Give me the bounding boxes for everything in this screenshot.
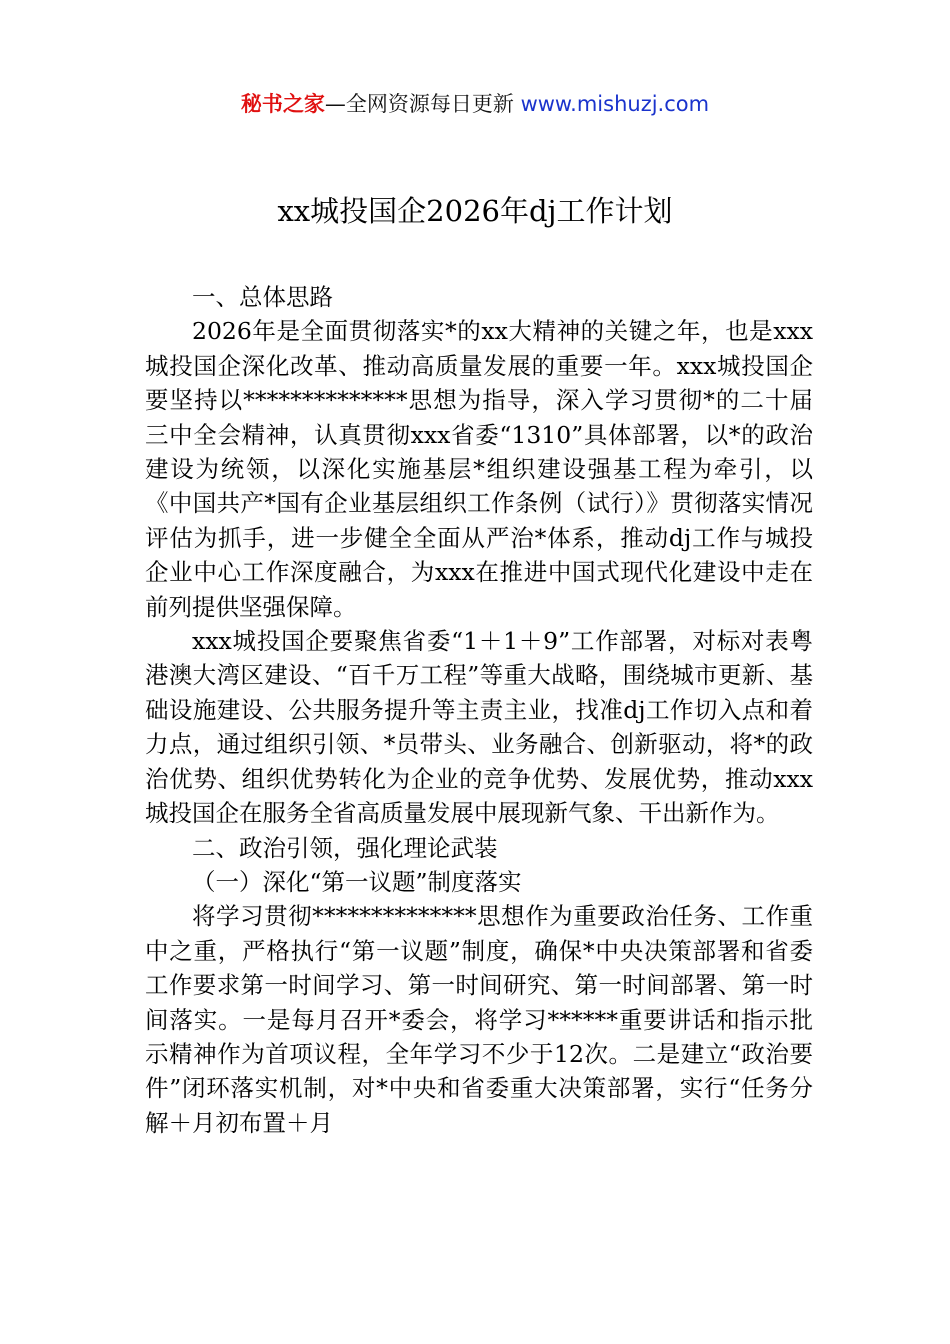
site-header [0,88,950,120]
document-body [145,280,813,1140]
site-tagline: —全网资源每日更新 [324,92,514,116]
subsection-heading: （一）深化“第一议题”制度落实 [192,867,522,896]
body-paragraph: 2026年是全面贯彻落实*的xx大精神的关键之年，也是xxx城投国企深化改革、推动高质量发展的重要一年。xxx城投国企要坚持以**************思想为指导，深入学习贯彻*的二十届三中全会精神，认真贯彻xxx省委“1310”具体部署，以*的政治建设为统领，以深化实施基层*组织建设强基工程为牵引，以《中国共产*国有企业基层组织工作条例（试行）》贯彻落实情况评估为抓手，进一步健全全面从严治*体系，推动dj工作与城投企业中心工作深度融合，为xxx在推进中国式现代化建设中走在前列提供坚强保障。 [145,317,813,621]
site-brand: 秘书之家 [240,92,325,116]
section-heading: 一、总体思路 [192,283,333,311]
section-heading: 二、政治引领，强化理论武装 [192,833,498,862]
body-paragraph: xxx城投国企要聚焦省委“1＋1＋9”工作部署，对标对表粤港澳大湾区建设、“百千万工程”等重大战略，围绕城市更新、基础设施建设、公共服务提升等主责主业，找准dj工作切入点和着力点，通过组织引领、*员带头、业务融合、创新驱动，将*的政治优势、组织优势转化为企业的竞争优势、发展优势，推动xxx城投国企在服务全省高质量发展中展现新气象、干出新作为。 [145,627,813,828]
document-title: xx城投国企2026年dj工作计划 [277,194,673,228]
body-paragraph: 将学习贯彻**************思想作为重要政治任务、工作重中之重，严格执行“第一议题”制度，确保*中央决策部署和省委工作要求第一时间学习、第一时间研究、第一时间部署、第一时间落实。一是每月召开*委会，将学习******重要讲话和指示批示精神作为首项议程，全年学习不少于12次。二是建立“政治要件”闭环落实机制，对*中央和省委重大决策部署，实行“任务分解＋月初布置＋月 [145,902,813,1137]
site-url-link[interactable]: www.mishuzj.com [520,92,710,116]
